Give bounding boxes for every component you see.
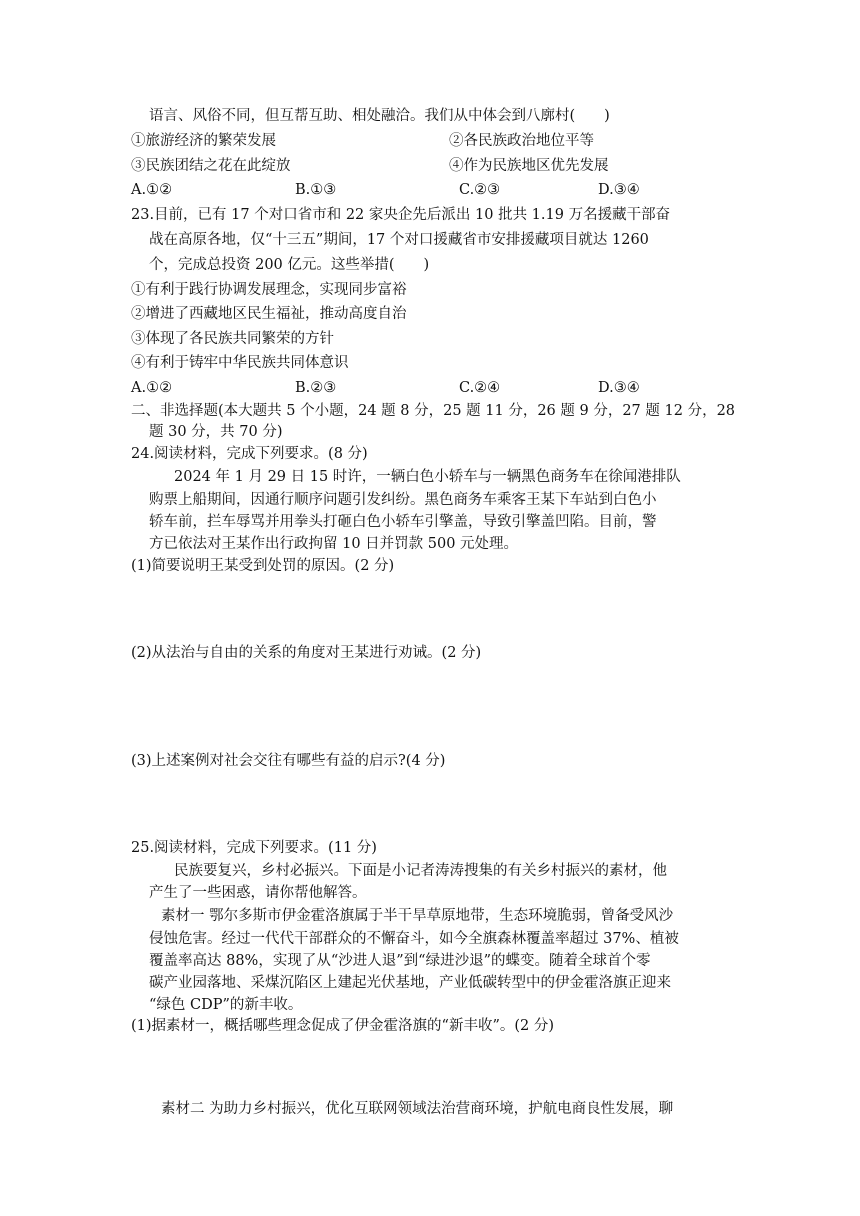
q23-stem-line-1: 23.目前，已有 17 个对口省市和 22 家央企先后派出 10 批共 1.19 万名援藏干部奋 (131, 207, 671, 223)
q22-item-4: ④作为民族地区优先发展 (449, 158, 609, 174)
q23-item-1: ①有利于践行协调发展理念，实现同步富裕 (131, 282, 407, 298)
q24-material-line-1: 2024 年 1 月 29 日 15 时许，一辆白色小轿车与一辆黑色商务车在徐闻港排队 (174, 469, 681, 485)
q25-material-1-line-5: “绿色 CDP”的新丰收。 (149, 997, 303, 1013)
q22-option-a: A.①② (131, 182, 173, 198)
q23-item-4: ④有利于铸牢中华民族共同体意识 (131, 355, 349, 371)
q25-intro-line-2: 产生了一些困惑，请你帮他解答。 (149, 885, 367, 901)
q22-option-c: C.②③ (459, 182, 501, 198)
q25-material-1-line-2: 侵蚀危害。经过一代代干部群众的不懈奋斗，如今全旗森林覆盖率超过 37%、植被 (149, 931, 679, 947)
q22-item-2: ②各民族政治地位平等 (449, 133, 594, 149)
q23-stem-line-3: 个，完成总投资 200 亿元。这些举措( ) (149, 257, 430, 273)
q23-option-c: C.②④ (459, 380, 501, 396)
section-2-heading-line-1: 二、非选择题(本大题共 5 个小题，24 题 8 分，25 题 11 分，26 题 9 分，27 题 12 分，28 (131, 403, 736, 419)
q23-stem-line-2: 战在高原各地，仅“十三五”期间，17 个对口援藏省市安排援藏项目就达 1260 (149, 232, 649, 248)
q24-material-line-3: 轿车前，拦车辱骂并用拳头打砸白色小轿车引擎盖，导致引擎盖凹陷。目前，警 (149, 514, 657, 530)
q24-sub-question-1: (1)简要说明王某受到处罚的原因。(2 分) (131, 558, 395, 574)
q22-stem-tail: 语言、风俗不同，但互帮互助、相处融洽。我们从中体会到八廓村( ) (149, 108, 610, 124)
q25-material-1-line-4: 碳产业园落地、采煤沉陷区上建起光伏基地，产业低碳转型中的伊金霍洛旗正迎来 (149, 975, 671, 991)
q25-material-2-line-1: 素材二 为助力乡村振兴，优化互联网领域法治营商环境，护航电商良性发展，聊 (161, 1101, 674, 1117)
q23-item-2: ②增进了西藏地区民生福祉，推动高度自治 (131, 306, 407, 322)
q22-option-d: D.③④ (598, 182, 640, 198)
q24-sub-question-2: (2)从法治与自由的关系的角度对王某进行劝诫。(2 分) (131, 645, 482, 661)
q25-title: 25.阅读材料，完成下列要求。(11 分) (131, 840, 377, 856)
q24-title: 24.阅读材料，完成下列要求。(8 分) (131, 446, 368, 462)
q22-item-1: ①旅游经济的繁荣发展 (131, 133, 276, 149)
section-2-heading-line-2: 题 30 分，共 70 分) (149, 424, 283, 440)
q23-option-a: A.①② (131, 380, 173, 396)
q22-option-b: B.①③ (295, 182, 337, 198)
q23-option-b: B.②③ (295, 380, 337, 396)
q25-material-1-line-3: 覆盖率高达 88%，实现了从“沙进人退”到“绿进沙退”的蝶变。随着全球首个零 (149, 953, 651, 969)
q22-item-3: ③民族团结之花在此绽放 (131, 158, 291, 174)
q25-intro-line-1: 民族要复兴，乡村必振兴。下面是小记者涛涛搜集的有关乡村振兴的素材，他 (174, 863, 667, 879)
q24-material-line-4: 方已依法对王某作出行政拘留 10 日并罚款 500 元处理。 (149, 536, 519, 552)
q25-material-1-line-1: 素材一 鄂尔多斯市伊金霍洛旗属于半干旱草原地带，生态环境脆弱，曾备受风沙 (161, 908, 674, 924)
q23-option-d: D.③④ (598, 380, 640, 396)
q25-sub-question-1: (1)据素材一，概括哪些理念促成了伊金霍洛旗的“新丰收”。(2 分) (131, 1018, 555, 1034)
q23-item-3: ③体现了各民族共同繁荣的方针 (131, 331, 334, 347)
q24-material-line-2: 购票上船期间，因通行顺序问题引发纠纷。黑色商务车乘客王某下车站到白色小 (149, 492, 657, 508)
q24-sub-question-3: (3)上述案例对社会交往有哪些有益的启示?(4 分) (131, 753, 446, 769)
